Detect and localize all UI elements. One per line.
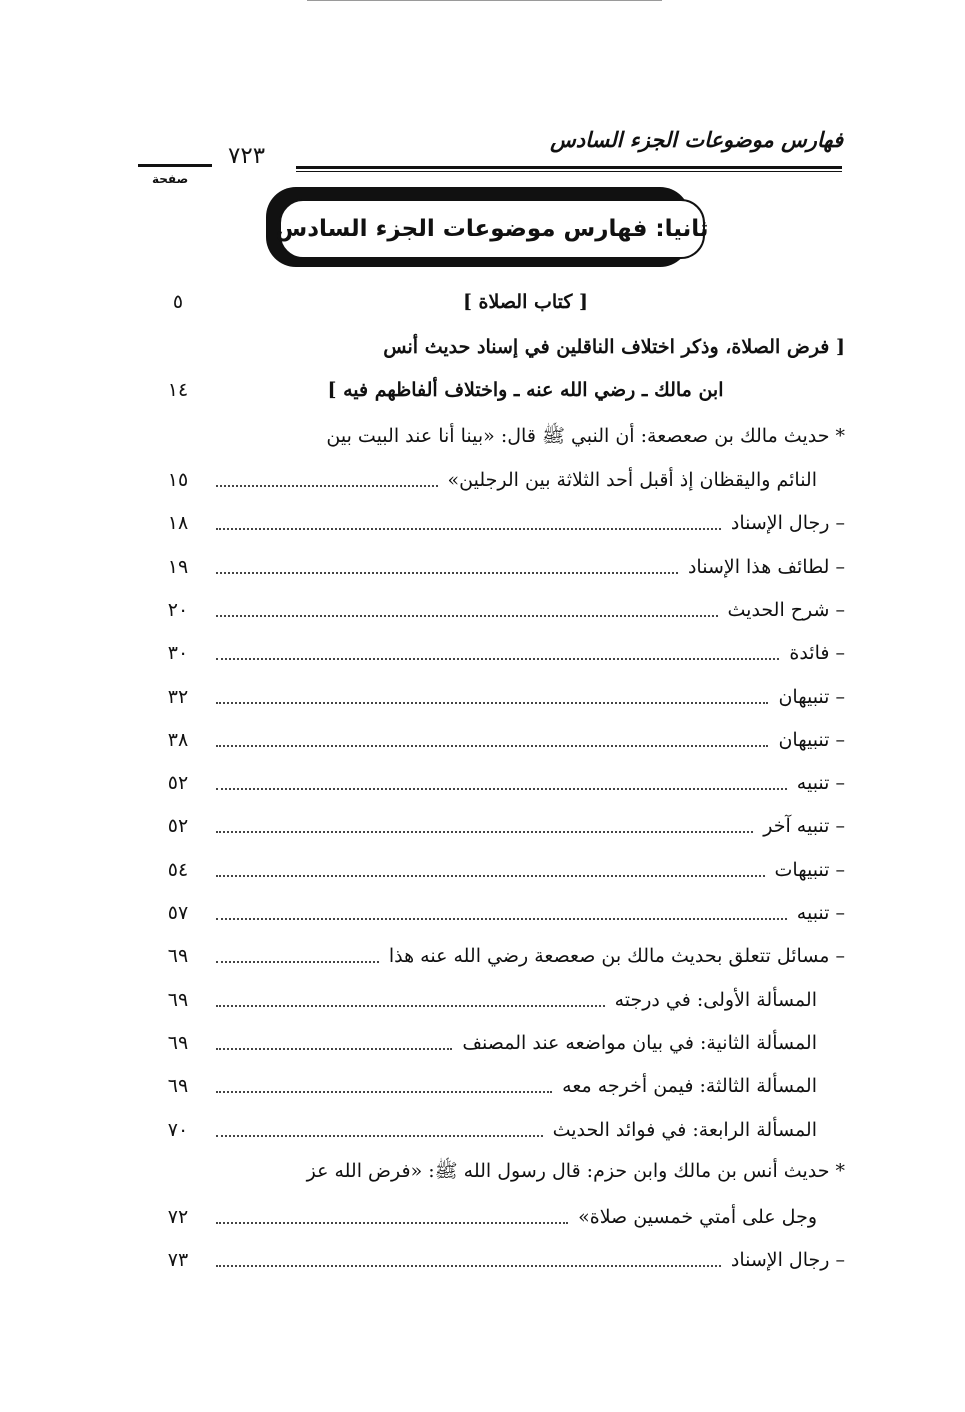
- toc-entry: [150, 1110, 845, 1150]
- toc-entry-title: [ كتاب الصلاة ]: [462, 291, 589, 313]
- top-rule: [307, 0, 662, 1]
- toc-entry: [150, 503, 845, 543]
- toc-page-number: ١٩: [167, 556, 189, 578]
- toc-page-number: ١٤: [167, 379, 189, 401]
- toc-leader-dots: [216, 615, 718, 617]
- page-column-label: صفحة: [152, 172, 189, 186]
- toc-entry-title: – شرح الحديث: [727, 599, 845, 621]
- toc-page-number: ٦٩: [167, 945, 189, 967]
- toc-entry-title: * حديث مالك بن صعصعة: أن النبي ﷺ قال: «بينا أنا عند البيت بين: [326, 425, 845, 447]
- toc-entry: [150, 418, 845, 458]
- toc-entry-title: – تنبيهان: [778, 686, 845, 708]
- toc-entry-title: المسألة الرابعة: في فوائد الحديث: [552, 1119, 817, 1141]
- toc-entry: [150, 720, 845, 760]
- toc-leader-dots: [216, 1005, 605, 1007]
- toc-page-number: ٦٩: [167, 1032, 189, 1054]
- toc-page-number: ٢٠: [167, 599, 189, 621]
- toc-entry: [150, 806, 845, 846]
- toc-page-number: ٦٩: [167, 989, 189, 1011]
- toc-page-number: ٣٠: [167, 642, 189, 664]
- toc-leader-dots: [216, 831, 753, 833]
- header-rule: [296, 166, 842, 169]
- toc-entry: [150, 1240, 845, 1280]
- toc-entry: [150, 893, 845, 933]
- toc-entry-title: [ فرض الصلاة، وذكر اختلاف الناقلين في إسناد حديث أنس: [383, 336, 845, 358]
- toc-entry: [150, 936, 845, 976]
- toc-leader-dots: [216, 961, 379, 963]
- toc-entry: [150, 1023, 845, 1063]
- toc-entry: [150, 282, 845, 322]
- toc-page-number: ٧٣: [167, 1249, 189, 1271]
- toc-leader-dots: [216, 658, 779, 660]
- toc-entry: [150, 677, 845, 717]
- toc-page-number: ٧٢: [167, 1206, 189, 1228]
- toc-entry-title: – مسائل تتعلق بحديث مالك بن صعصعة رضي الله عنه هذا: [388, 945, 845, 967]
- toc-entry: [150, 980, 845, 1020]
- toc-entry: [150, 370, 845, 410]
- header-rule-thin: [296, 171, 842, 172]
- toc-entry: [150, 850, 845, 890]
- toc-page-number: ٥٢: [167, 815, 189, 837]
- toc-entry-title: المسألة الأولى: في درجته: [614, 989, 817, 1011]
- section-title-frame: [275, 199, 709, 259]
- toc-entry-title: المسألة الثالثة: فيمن أخرجه معه: [562, 1075, 817, 1097]
- toc-entry-title: – تنبيهات: [774, 859, 845, 881]
- toc-leader-dots: [216, 918, 787, 920]
- toc-entry-title: المسألة الثانية: في بيان مواضعه عند المصنف: [462, 1032, 817, 1054]
- toc-page-number: ٥٤: [167, 859, 189, 881]
- toc-entry-title: – تنبيه آخر: [763, 815, 845, 837]
- toc-entry: [150, 590, 845, 630]
- toc-page-number: ٥: [172, 291, 184, 313]
- toc-entry-title: وجل على أمتي خمسين صلاة»: [578, 1206, 817, 1228]
- toc-page-number: ٣٨: [167, 729, 189, 751]
- toc-leader-dots: [216, 528, 721, 530]
- toc-page-number: ٣٢: [167, 686, 189, 708]
- toc-page-number: ٥٧: [167, 902, 189, 924]
- toc-entry-title: – فائدة: [789, 642, 845, 664]
- toc-entry-title: – رجال الإسناد: [730, 1249, 845, 1271]
- toc-leader-dots: [216, 1091, 552, 1093]
- toc-entry: [150, 1153, 845, 1193]
- toc-leader-dots: [216, 1135, 543, 1137]
- running-title: فهارس موضوعات الجزء السادس: [550, 128, 843, 152]
- toc-page-number: ٦٩: [167, 1075, 189, 1097]
- toc-entry-title: – تنبيه: [796, 772, 845, 794]
- toc-entry-title: * حديث أنس بن مالك وابن حزم: قال رسول الله ﷺ: «فرض الله عز: [306, 1160, 845, 1182]
- toc-entry: [150, 547, 845, 587]
- toc-entry-title: – لطائف هذا الإسناد: [687, 556, 845, 578]
- section-title: ثانيا: فهارس موضوعات الجزء السادس: [275, 216, 709, 242]
- toc-entry-title: – رجال الإسناد: [730, 512, 845, 534]
- page-number: ٧٢٣: [228, 143, 266, 169]
- toc-leader-dots: [216, 1222, 568, 1224]
- toc-entry: [150, 633, 845, 673]
- toc-page-number: ٧٠: [167, 1119, 189, 1141]
- toc-leader-dots: [216, 1048, 452, 1050]
- toc-entry-title: – تنبيهان: [778, 729, 845, 751]
- toc-leader-dots: [216, 572, 678, 574]
- toc-leader-dots: [216, 485, 438, 487]
- toc-leader-dots: [216, 875, 765, 877]
- toc-entry-title: – تنبيه: [796, 902, 845, 924]
- toc-entry: [150, 1197, 845, 1237]
- toc-page-number: ٥٢: [167, 772, 189, 794]
- toc-leader-dots: [216, 788, 787, 790]
- toc-entry: [150, 327, 845, 367]
- toc-leader-dots: [216, 1265, 721, 1267]
- toc-entry: [150, 763, 845, 803]
- toc-leader-dots: [216, 702, 768, 704]
- toc-leader-dots: [216, 745, 768, 747]
- toc-entry: [150, 460, 845, 500]
- toc-page-number: ١٥: [167, 469, 189, 491]
- toc-entry-title: النائم واليقظان إذ أقبل أحد الثلاثة بين الرجلين»: [447, 469, 817, 491]
- toc-page-number: ١٨: [167, 512, 189, 534]
- page-column-rule: [138, 164, 212, 167]
- toc-entry: [150, 1066, 845, 1106]
- toc-entry-title: ابن مالك ـ رضي الله عنه ـ واختلاف ألفاظهم فيه ]: [327, 379, 724, 401]
